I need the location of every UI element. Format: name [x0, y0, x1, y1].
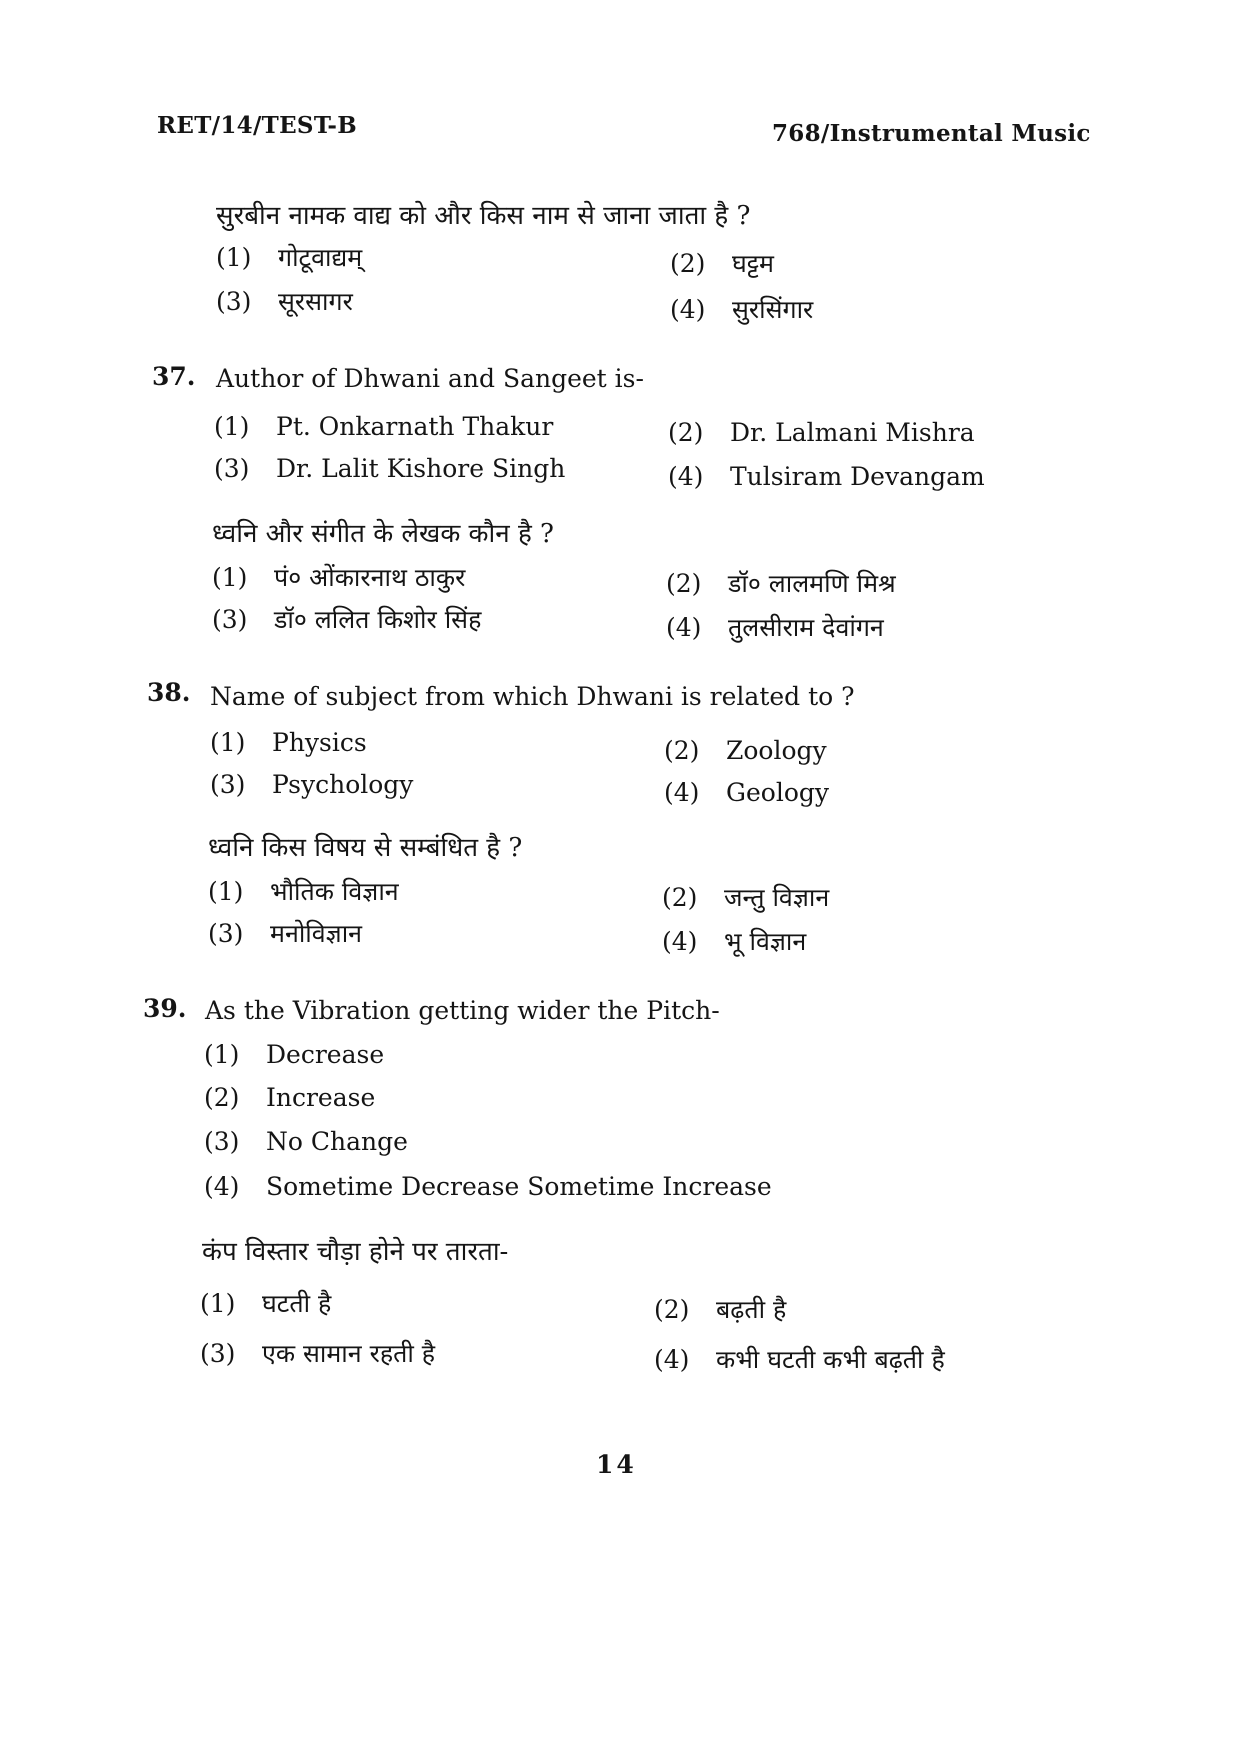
option-text: Geology: [726, 778, 829, 807]
option-number: (2): [204, 1083, 240, 1112]
option-text: कभी घटती कभी बढ़ती है: [716, 1345, 945, 1374]
option-text: तुलसीराम देवांगन: [728, 613, 884, 642]
q37-number: 37.: [152, 362, 196, 391]
q36-hindi-option-1: [216, 240, 362, 274]
option-text: Tulsiram Devangam: [730, 462, 985, 491]
q39-number: 39.: [143, 994, 187, 1023]
option-number: (4): [664, 778, 700, 807]
q39-option-3: [204, 1127, 408, 1156]
q37-option-4: [668, 462, 985, 491]
option-text: Decrease: [266, 1040, 385, 1069]
q39-hindi-question: कंप विस्तार चौड़ा होने पर तारता-: [202, 1237, 509, 1267]
q37-hindi-option-3: [212, 602, 481, 636]
q38-number: 38.: [147, 678, 191, 707]
q37-option-1: [214, 412, 553, 441]
option-number: (4): [666, 613, 702, 642]
option-number: (2): [654, 1295, 690, 1324]
q37-option-2: [668, 418, 975, 447]
q39-hindi-option-2: [654, 1292, 786, 1326]
option-number: (1): [214, 412, 250, 441]
option-number: (3): [216, 287, 252, 316]
option-number: (3): [200, 1339, 236, 1368]
q39-hindi-option-3: [200, 1336, 435, 1370]
q39-option-1: [204, 1040, 384, 1069]
q36-hindi-option-3: [216, 284, 353, 318]
q36-hindi-option-4: [670, 292, 813, 326]
q38-option-2: [664, 736, 827, 765]
option-text: Physics: [272, 728, 367, 757]
option-number: (3): [208, 919, 244, 948]
option-number: (1): [204, 1040, 240, 1069]
option-text: भू विज्ञान: [724, 927, 807, 956]
q38-option-3: [210, 770, 413, 799]
option-text: गोटूवाद्यम्: [278, 243, 363, 272]
option-number: (2): [668, 418, 704, 447]
q37-option-3: [214, 454, 565, 483]
option-number: (4): [668, 462, 704, 491]
option-text: Zoology: [726, 736, 827, 765]
option-text: बढ़ती है: [716, 1295, 787, 1324]
option-number: (2): [664, 736, 700, 765]
option-text: Sometime Decrease Sometime Increase: [266, 1172, 772, 1201]
option-number: (4): [662, 927, 698, 956]
q37-hindi-question: ध्वनि और संगीत के लेखक कौन है ?: [212, 519, 554, 549]
option-number: (3): [204, 1127, 240, 1156]
q36-hindi-option-2: [670, 246, 774, 280]
option-text: No Change: [266, 1127, 408, 1156]
option-number: (2): [662, 883, 698, 912]
q36-hindi-question: सुरबीन नामक वाद्य को और किस नाम से जाना जाता है ?: [216, 201, 751, 231]
q38-hindi-question: ध्वनि किस विषय से सम्बंधित है ?: [208, 833, 523, 863]
option-text: घट्टम: [732, 249, 774, 278]
option-text: Dr. Lalmani Mishra: [730, 418, 975, 447]
option-text: Psychology: [272, 770, 414, 799]
q38-question: Name of subject from which Dhwani is related to ?: [210, 682, 855, 711]
q38-hindi-option-1: [208, 874, 399, 908]
option-number: (1): [200, 1289, 236, 1318]
option-number: (3): [210, 770, 246, 799]
paper-code: RET/14/TEST-B: [157, 112, 358, 139]
option-text: एक सामान रहती है: [262, 1339, 436, 1368]
q39-option-2: [204, 1083, 375, 1112]
option-text: Increase: [266, 1083, 376, 1112]
q37-question: Author of Dhwani and Sangeet is-: [216, 364, 644, 393]
option-text: पं० ओंकारनाथ ठाकुर: [274, 563, 466, 592]
q37-hindi-option-4: [666, 610, 884, 644]
q39-hindi-option-4: [654, 1342, 945, 1376]
option-text: Pt. Onkarnath Thakur: [276, 412, 554, 441]
q37-hindi-option-2: [666, 566, 896, 600]
q38-hindi-option-3: [208, 916, 362, 950]
q39-option-4: [204, 1172, 772, 1201]
option-text: घटती है: [262, 1289, 332, 1318]
option-text: भौतिक विज्ञान: [270, 877, 399, 906]
option-text: मनोविज्ञान: [270, 919, 363, 948]
option-number: (2): [670, 249, 706, 278]
option-text: सूरसागर: [278, 287, 353, 316]
option-number: (4): [654, 1345, 690, 1374]
q37-hindi-option-1: [212, 560, 465, 594]
option-number: (1): [208, 877, 244, 906]
page-number: 14: [596, 1450, 637, 1479]
option-number: (2): [666, 569, 702, 598]
option-number: (3): [214, 454, 250, 483]
option-text: डॉ० ललित किशोर सिंह: [274, 605, 482, 634]
q38-option-1: [210, 728, 367, 757]
q38-option-4: [664, 778, 829, 807]
q38-hindi-option-2: [662, 880, 829, 914]
option-number: (4): [670, 295, 706, 324]
subject-title: 768/Instrumental Music: [772, 120, 1091, 147]
q38-hindi-option-4: [662, 924, 806, 958]
option-text: डॉ० लालमणि मिश्र: [728, 569, 896, 598]
option-text: जन्तु विज्ञान: [724, 883, 830, 912]
option-number: (1): [216, 243, 252, 272]
option-number: (4): [204, 1172, 240, 1201]
option-text: सुरसिंगार: [732, 295, 814, 324]
q39-question: As the Vibration getting wider the Pitch-: [205, 996, 720, 1025]
option-number: (1): [210, 728, 246, 757]
option-number: (1): [212, 563, 248, 592]
option-text: Dr. Lalit Kishore Singh: [276, 454, 566, 483]
option-number: (3): [212, 605, 248, 634]
q39-hindi-option-1: [200, 1286, 331, 1320]
